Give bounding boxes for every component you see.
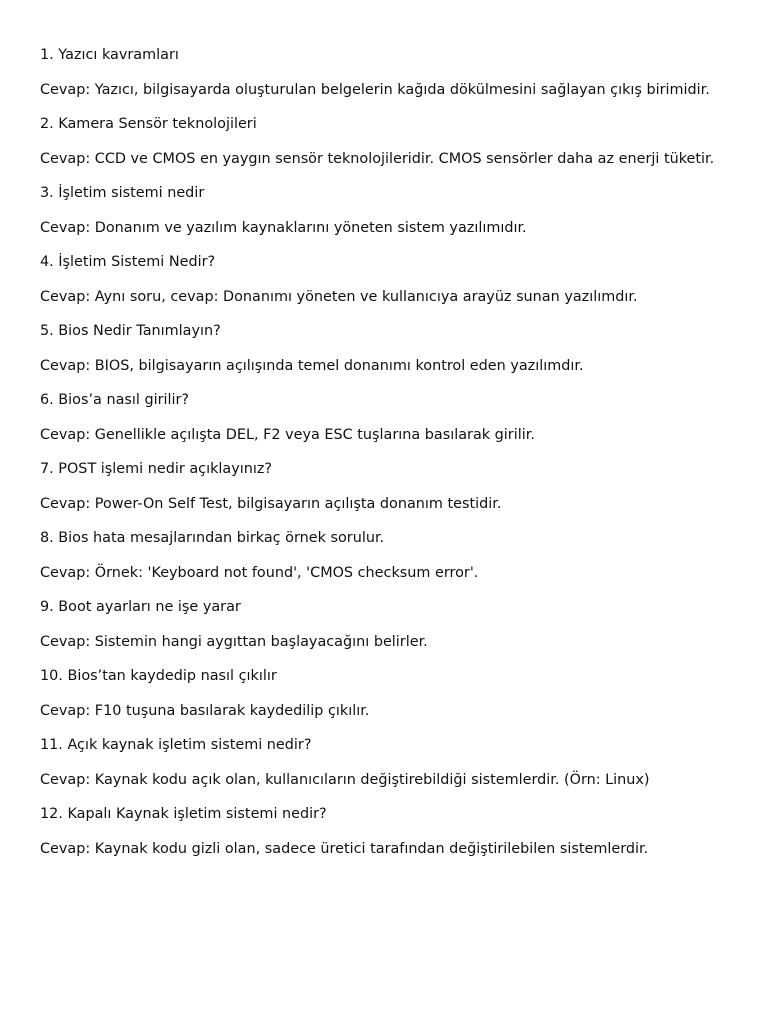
- answer-1: Cevap: Yazıcı, bilgisayarda oluşturulan belgelerin kağıda dökülmesini sağlayan çıkış birimidir.: [40, 81, 710, 98]
- question-6: 6. Bios’a nasıl girilir?: [40, 392, 190, 408]
- question-1: 1. Yazıcı kavramları: [40, 47, 179, 63]
- answer-9: Cevap: Sistemin hangi aygıttan başlayacağını belirler.: [40, 633, 428, 650]
- question-2: 2. Kamera Sensör teknolojileri: [40, 116, 257, 132]
- answer-11: Cevap: Kaynak kodu açık olan, kullanıcıların değiştirebildiği sistemlerdir. (Örn: Linux): [40, 771, 650, 788]
- answer-4: Cevap: Aynı soru, cevap: Donanımı yöneten ve kullanıcıya arayüz sunan yazılımdır.: [40, 288, 638, 305]
- question-12: 12. Kapalı Kaynak işletim sistemi nedir?: [40, 806, 327, 822]
- qa-list: [40, 38, 728, 866]
- question-5: 5. Bios Nedir Tanımlayın?: [40, 323, 221, 339]
- question-11: 11. Açık kaynak işletim sistemi nedir?: [40, 737, 312, 753]
- question-10: 10. Bios’tan kaydedip nasıl çıkılır: [40, 668, 277, 684]
- answer-6: Cevap: Genellikle açılışta DEL, F2 veya ESC tuşlarına basılarak girilir.: [40, 426, 535, 443]
- question-8: 8. Bios hata mesajlarından birkaç örnek sorulur.: [40, 530, 385, 546]
- question-4: 4. İşletim Sistemi Nedir?: [40, 254, 216, 270]
- answer-2: Cevap: CCD ve CMOS en yaygın sensör teknolojileridir. CMOS sensörler daha az enerji tüketir.: [40, 150, 715, 167]
- answer-12: Cevap: Kaynak kodu gizli olan, sadece üretici tarafından değiştirilebilen sistemlerdir.: [40, 840, 649, 857]
- answer-8: Cevap: Örnek: 'Keyboard not found', 'CMOS checksum error'.: [40, 564, 479, 581]
- question-9: 9. Boot ayarları ne işe yarar: [40, 599, 241, 615]
- question-7: 7. POST işlemi nedir açıklayınız?: [40, 461, 273, 477]
- answer-5: Cevap: BIOS, bilgisayarın açılışında temel donanımı kontrol eden yazılımdır.: [40, 357, 584, 374]
- question-3: 3. İşletim sistemi nedir: [40, 185, 205, 201]
- answer-7: Cevap: Power-On Self Test, bilgisayarın açılışta donanım testidir.: [40, 495, 502, 512]
- answer-3: Cevap: Donanım ve yazılım kaynaklarını yöneten sistem yazılımıdır.: [40, 219, 527, 236]
- answer-10: Cevap: F10 tuşuna basılarak kaydedilip çıkılır.: [40, 702, 370, 719]
